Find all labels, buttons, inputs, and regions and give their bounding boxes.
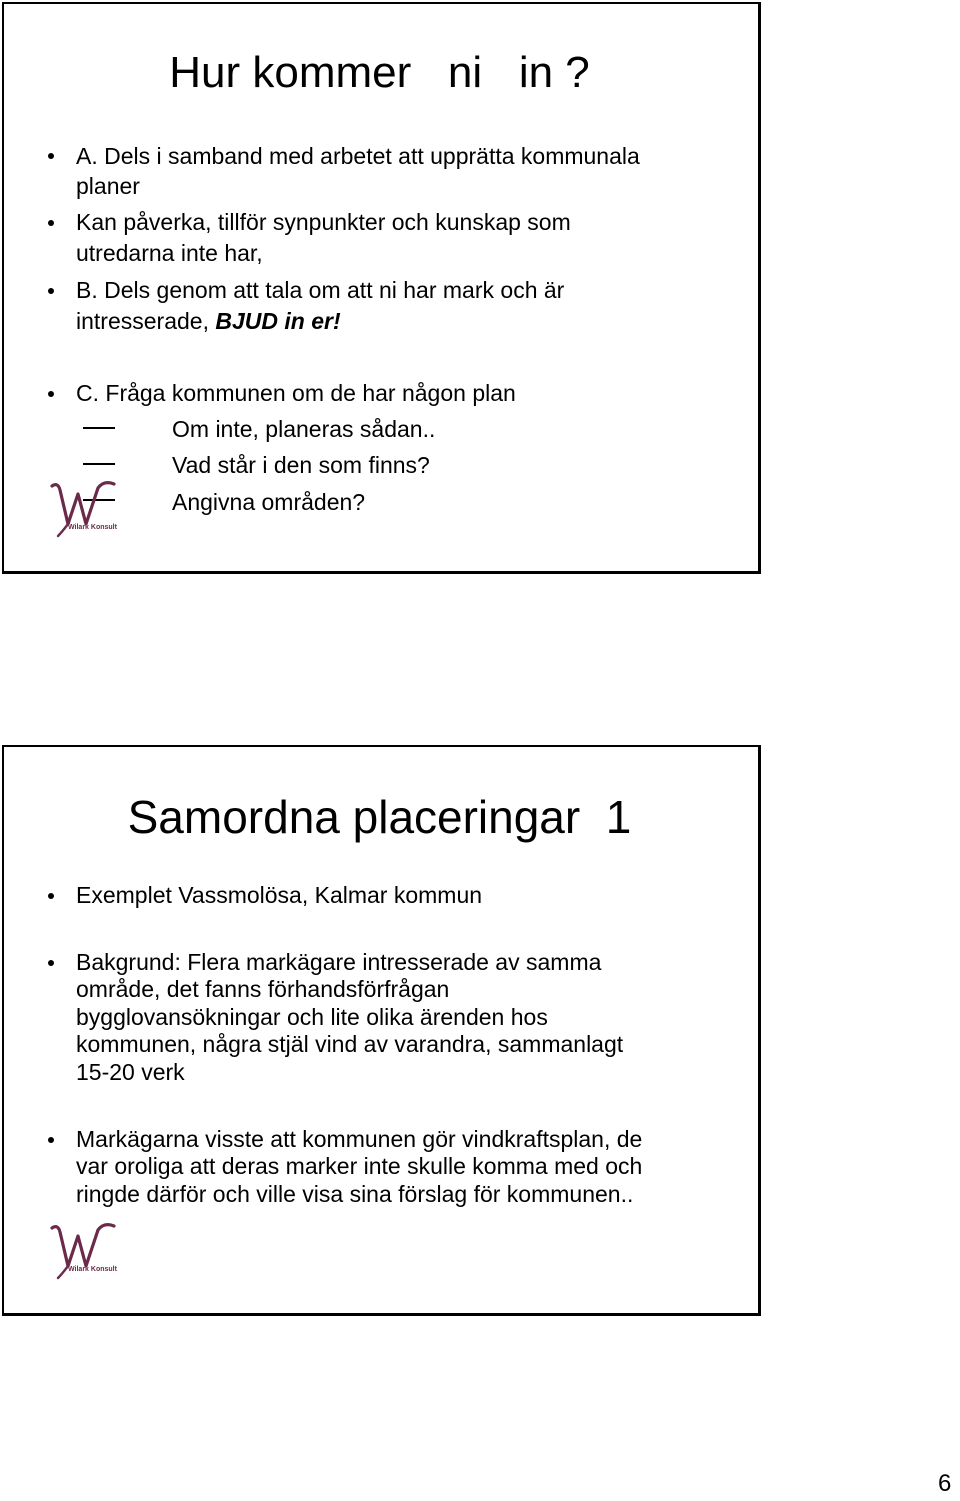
dash-marker (83, 427, 115, 429)
wilark-logo (48, 480, 122, 540)
slide-1-title: Hur kommer ni in ? (169, 48, 590, 97)
dash-marker (83, 463, 115, 465)
background-line-1: Bakgrund: Flera markägare intresserade av samma (76, 949, 602, 975)
bullet-b-emphasis: BJUD in er! (215, 308, 341, 334)
background-line-3: bygglovansökningar och lite olika ärenden hos (76, 1004, 548, 1030)
sub-item-2: Vad står i den som finns? (172, 452, 430, 478)
slide-2-title: Samordna placeringar 1 (127, 791, 632, 843)
logo-text: Wilark Konsult (68, 1266, 117, 1273)
bullet-example: Exemplet Vassmolösa, Kalmar kommun (76, 882, 483, 908)
bullet-dot (48, 1137, 54, 1143)
sub-item-1: Om inte, planeras sådan.. (172, 416, 436, 442)
background-line-2: område, det fanns förhandsförfrågan (76, 976, 450, 1002)
bullet-a-line-1: A. Dels i samband med arbetet att upprätta kommunala (76, 143, 640, 169)
bullet-dot (48, 288, 54, 294)
logo-text: Wilark Konsult (68, 524, 117, 531)
bullet-dot (48, 153, 54, 159)
landowners-line-3: ringde därför och ville visa sina förslag för kommunen.. (76, 1181, 634, 1207)
landowners-line-1: Markägarna visste att kommunen gör vindkraftsplan, de (76, 1126, 643, 1152)
bullet-dot (48, 391, 54, 397)
background-line-4: kommunen, några stjäl vind av varandra, sammanlagt (76, 1031, 624, 1057)
background-line-5: 15-20 verk (76, 1059, 185, 1085)
sub-item-3: Angivna områden? (172, 489, 366, 515)
bullet-c: C. Fråga kommunen om de har någon plan (76, 380, 516, 406)
bullet-a-line-2: planer (76, 173, 140, 199)
landowners-line-2: var oroliga att deras marker inte skulle komma med och (76, 1153, 643, 1179)
bullet-dot (48, 220, 54, 226)
bullet-kan-line-1: Kan påverka, tillför synpunkter och kunskap som (76, 209, 571, 235)
bullet-b-line-2 (76, 307, 341, 335)
bullet-b-line-1: B. Dels genom att tala om att ni har mark och är (76, 277, 565, 303)
bullet-dot (48, 893, 54, 899)
bullet-kan-line-2: utredarna inte har, (76, 240, 263, 266)
wilark-logo (48, 1222, 122, 1282)
bullet-dot (48, 960, 54, 966)
bullet-b-plain-text: intresserade, (76, 308, 216, 334)
page-number: 6 (938, 1470, 952, 1497)
